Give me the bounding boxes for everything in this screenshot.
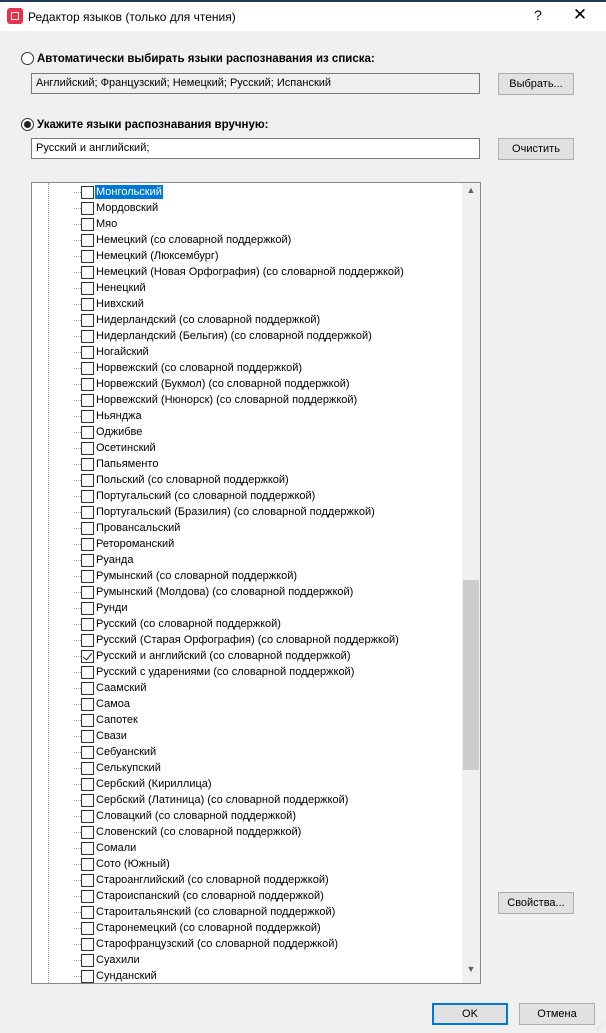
language-item[interactable]: [32, 248, 405, 264]
language-item[interactable]: [32, 440, 405, 456]
language-checkbox[interactable]: [81, 666, 94, 679]
language-item[interactable]: [32, 280, 405, 296]
tree-connector: [74, 784, 81, 785]
language-label: Мордовский: [96, 202, 159, 214]
tree-connector: [74, 832, 81, 833]
language-checkbox[interactable]: [81, 426, 94, 439]
language-label: Сото (Южный): [96, 858, 170, 870]
language-label: Ненецкий: [96, 282, 146, 294]
radio-icon: [21, 52, 34, 65]
language-label: Самоа: [96, 698, 130, 710]
cancel-button[interactable]: Отмена: [519, 1003, 595, 1025]
languages-tree[interactable]: [31, 182, 481, 984]
language-checkbox[interactable]: [81, 762, 94, 775]
tree-connector: [74, 576, 81, 577]
language-item[interactable]: [32, 936, 405, 952]
language-item[interactable]: [32, 616, 405, 632]
language-checkbox[interactable]: [81, 602, 94, 615]
language-checkbox[interactable]: [81, 458, 94, 471]
scrollbar-thumb[interactable]: [463, 580, 479, 770]
language-label: Саамский: [96, 682, 147, 694]
language-label: Староитальянский (со словарной поддержкой): [96, 906, 336, 918]
tree-connector: [74, 736, 81, 737]
language-item[interactable]: [32, 488, 405, 504]
language-label: Словацкий (со словарной поддержкой): [96, 810, 296, 822]
language-item[interactable]: [32, 328, 405, 344]
tree-connector: [74, 864, 81, 865]
language-item[interactable]: [32, 504, 405, 520]
language-item[interactable]: [32, 968, 405, 984]
tree-connector: [74, 544, 81, 545]
clear-button[interactable]: Очистить: [498, 138, 574, 160]
language-checkbox[interactable]: [81, 970, 94, 983]
tree-connector: [74, 496, 81, 497]
auto-languages-label: Автоматически выбирать языки распознавания из списка:: [37, 52, 375, 65]
language-label: Осетинский: [96, 442, 156, 454]
tree-connector: [74, 688, 81, 689]
language-label: Провансальский: [96, 522, 181, 534]
tree-connector: [74, 624, 81, 625]
manual-languages-radio[interactable]: [21, 118, 269, 131]
tree-connector: [74, 320, 81, 321]
language-checkbox[interactable]: [81, 650, 94, 663]
language-checkbox[interactable]: [81, 746, 94, 759]
tree-connector: [74, 928, 81, 929]
language-checkbox[interactable]: [81, 218, 94, 231]
tree-connector: [74, 896, 81, 897]
language-label: Староанглийский (со словарной поддержкой): [96, 874, 329, 886]
language-checkbox[interactable]: [81, 682, 94, 695]
title-bar: [0, 2, 606, 31]
language-item[interactable]: [32, 216, 405, 232]
language-item[interactable]: [32, 536, 405, 552]
tree-connector: [74, 400, 81, 401]
language-item[interactable]: [32, 232, 405, 248]
tree-connector: [74, 704, 81, 705]
language-label: Португальский (со словарной поддержкой): [96, 490, 316, 502]
language-item[interactable]: [32, 760, 405, 776]
language-item[interactable]: [32, 776, 405, 792]
window-title: Редактор языков (только для чтения): [28, 10, 236, 24]
language-item[interactable]: [32, 728, 405, 744]
tree-connector: [74, 528, 81, 529]
language-item[interactable]: [32, 920, 405, 936]
language-checkbox[interactable]: [81, 922, 94, 935]
language-item[interactable]: [32, 680, 405, 696]
tree-connector: [74, 800, 81, 801]
tree-connector: [74, 848, 81, 849]
tree-connector: [74, 224, 81, 225]
tree-connector: [74, 448, 81, 449]
language-checkbox[interactable]: [81, 314, 94, 327]
language-item[interactable]: [32, 600, 405, 616]
language-checkbox[interactable]: [81, 858, 94, 871]
language-label: Немецкий (Люксембург): [96, 250, 219, 262]
language-checkbox[interactable]: [81, 954, 94, 967]
language-checkbox[interactable]: [81, 202, 94, 215]
language-label: Русский с ударениями (со словарной поддержкой): [96, 666, 355, 678]
language-item[interactable]: [32, 344, 405, 360]
language-item[interactable]: [32, 856, 405, 872]
language-checkbox[interactable]: [81, 570, 94, 583]
language-item[interactable]: [32, 472, 405, 488]
tree-connector: [74, 464, 81, 465]
language-list: [32, 184, 405, 984]
language-item[interactable]: [32, 664, 405, 680]
language-checkbox[interactable]: [81, 794, 94, 807]
language-label: Немецкий (Новая Орфография) (со словарной поддержкой): [96, 266, 404, 278]
language-label: Норвежский (Букмол) (со словарной поддержкой): [96, 378, 350, 390]
language-item[interactable]: [32, 904, 405, 920]
tree-connector: [74, 720, 81, 721]
language-label: Ретороманский: [96, 538, 175, 550]
language-checkbox[interactable]: [81, 698, 94, 711]
language-checkbox[interactable]: [81, 730, 94, 743]
language-label: Сапотек: [96, 714, 138, 726]
language-checkbox[interactable]: [81, 586, 94, 599]
language-label: Суахили: [96, 954, 140, 966]
ok-button[interactable]: OK: [432, 1003, 508, 1025]
properties-button[interactable]: Свойства...: [498, 892, 574, 914]
language-item[interactable]: [32, 824, 405, 840]
language-item[interactable]: [32, 552, 405, 568]
language-checkbox[interactable]: [81, 906, 94, 919]
language-checkbox[interactable]: [81, 506, 94, 519]
close-button[interactable]: ✕: [572, 5, 588, 24]
auto-languages-field: Английский; Французский; Немецкий; Русский; Испанский: [31, 73, 480, 94]
language-item[interactable]: [32, 424, 405, 440]
language-item[interactable]: [32, 872, 405, 888]
tree-connector: [74, 480, 81, 481]
language-item[interactable]: [32, 264, 405, 280]
language-checkbox[interactable]: [81, 634, 94, 647]
language-label: Русский (со словарной поддержкой): [96, 618, 281, 630]
tree-connector: [74, 560, 81, 561]
language-checkbox[interactable]: [81, 378, 94, 391]
language-checkbox[interactable]: [81, 362, 94, 375]
tree-connector: [74, 416, 81, 417]
language-checkbox[interactable]: [81, 282, 94, 295]
language-label: Ньянджа: [96, 410, 142, 422]
manual-languages-label: Укажите языки распознавания вручную:: [37, 118, 269, 131]
language-item[interactable]: [32, 584, 405, 600]
tree-connector: [74, 272, 81, 273]
tree-connector: [74, 880, 81, 881]
language-label: Староиспанский (со словарной поддержкой): [96, 890, 324, 902]
language-checkbox[interactable]: [81, 186, 94, 199]
language-label: Польский (со словарной поддержкой): [96, 474, 289, 486]
language-checkbox[interactable]: [81, 442, 94, 455]
tree-connector: [74, 432, 81, 433]
tree-connector: [74, 512, 81, 513]
scroll-up-icon[interactable]: ▲: [466, 185, 476, 195]
language-label: Ногайский: [96, 346, 149, 358]
language-item[interactable]: [32, 200, 405, 216]
manual-languages-input[interactable]: Русский и английский;: [31, 138, 480, 159]
language-item[interactable]: [32, 520, 405, 536]
tree-connector: [74, 976, 81, 977]
language-item[interactable]: [32, 456, 405, 472]
language-checkbox[interactable]: [81, 826, 94, 839]
language-checkbox[interactable]: [81, 522, 94, 535]
tree-connector: [74, 208, 81, 209]
language-label: Монгольский: [96, 186, 162, 198]
tree-connector: [74, 768, 81, 769]
language-label: Сербский (Кириллица): [96, 778, 212, 790]
tree-connector: [74, 240, 81, 241]
language-label: Старонемецкий (со словарной поддержкой): [96, 922, 321, 934]
language-item[interactable]: [32, 360, 405, 376]
language-item[interactable]: [32, 568, 405, 584]
tree-connector: [74, 304, 81, 305]
language-checkbox[interactable]: [81, 234, 94, 247]
language-checkbox[interactable]: [81, 874, 94, 887]
language-label: Оджибве: [96, 426, 143, 438]
language-checkbox[interactable]: [81, 938, 94, 951]
language-checkbox[interactable]: [81, 266, 94, 279]
tree-connector: [74, 816, 81, 817]
language-label: Португальский (Бразилия) (со словарной поддержкой): [96, 506, 375, 518]
language-label: Нидерландский (со словарной поддержкой): [96, 314, 321, 326]
language-item[interactable]: [32, 888, 405, 904]
language-label: Свази: [96, 730, 127, 742]
tree-connector: [74, 960, 81, 961]
language-checkbox[interactable]: [81, 778, 94, 791]
language-label: Старофранцузский (со словарной поддержкой): [96, 938, 339, 950]
vertical-scrollbar[interactable]: [462, 183, 480, 983]
tree-connector: [74, 752, 81, 753]
tree-connector: [74, 368, 81, 369]
language-label: Селькупский: [96, 762, 161, 774]
tree-connector: [74, 336, 81, 337]
auto-languages-radio[interactable]: [21, 52, 375, 65]
language-label: Сомали: [96, 842, 137, 854]
help-button[interactable]: ?: [534, 7, 542, 23]
tree-connector: [74, 672, 81, 673]
language-label: Русский и английский (со словарной поддержкой): [96, 650, 351, 662]
tree-connector: [74, 592, 81, 593]
tree-connector: [74, 608, 81, 609]
language-checkbox[interactable]: [81, 490, 94, 503]
tree-connector: [74, 352, 81, 353]
language-item[interactable]: [32, 808, 405, 824]
language-checkbox[interactable]: [81, 410, 94, 423]
language-item[interactable]: [32, 376, 405, 392]
language-item[interactable]: [32, 312, 405, 328]
language-checkbox[interactable]: [81, 474, 94, 487]
language-checkbox[interactable]: [81, 890, 94, 903]
language-checkbox[interactable]: [81, 330, 94, 343]
language-item[interactable]: [32, 184, 405, 200]
language-item[interactable]: [32, 648, 405, 664]
language-label: Руанда: [96, 554, 134, 566]
language-label: Немецкий (со словарной поддержкой): [96, 234, 292, 246]
language-item[interactable]: [32, 712, 405, 728]
language-checkbox[interactable]: [81, 714, 94, 727]
language-label: Сербский (Латиница) (со словарной поддержкой): [96, 794, 349, 806]
tree-connector: [74, 192, 81, 193]
language-label: Русский (Старая Орфография) (со словарной поддержкой): [96, 634, 399, 646]
language-checkbox[interactable]: [81, 810, 94, 823]
language-label: Норвежский (Нюнорск) (со словарной поддержкой): [96, 394, 358, 406]
language-item[interactable]: [32, 696, 405, 712]
language-label: Рунди: [96, 602, 128, 614]
language-checkbox[interactable]: [81, 842, 94, 855]
tree-connector: [74, 384, 81, 385]
language-checkbox[interactable]: [81, 618, 94, 631]
tree-connector: [74, 912, 81, 913]
language-item[interactable]: [32, 392, 405, 408]
language-item[interactable]: [32, 408, 405, 424]
tree-connector: [74, 944, 81, 945]
language-label: Норвежский (со словарной поддержкой): [96, 362, 303, 374]
language-checkbox[interactable]: [81, 250, 94, 263]
language-checkbox[interactable]: [81, 538, 94, 551]
choose-button[interactable]: Выбрать...: [498, 73, 574, 95]
language-item[interactable]: [32, 296, 405, 312]
language-checkbox[interactable]: [81, 346, 94, 359]
language-checkbox[interactable]: [81, 394, 94, 407]
language-item[interactable]: [32, 792, 405, 808]
tree-connector: [74, 640, 81, 641]
language-label: Румынский (Молдова) (со словарной поддержкой): [96, 586, 354, 598]
radio-selected-icon: [21, 118, 34, 131]
language-label: Сунданский: [96, 970, 157, 982]
scroll-down-icon[interactable]: ▼: [466, 964, 476, 974]
language-label: Мяо: [96, 218, 118, 230]
language-checkbox[interactable]: [81, 298, 94, 311]
language-label: Нивхский: [96, 298, 144, 310]
language-label: Словенский (со словарной поддержкой): [96, 826, 302, 838]
language-checkbox[interactable]: [81, 554, 94, 567]
resize-grip-icon[interactable]: ⋰: [596, 1022, 604, 1031]
tree-connector: [74, 288, 81, 289]
language-item[interactable]: [32, 744, 405, 760]
language-item[interactable]: [32, 840, 405, 856]
language-label: Папьяменто: [96, 458, 159, 470]
tree-connector: [74, 256, 81, 257]
tree-connector: [74, 656, 81, 657]
language-label: Румынский (со словарной поддержкой): [96, 570, 298, 582]
language-item[interactable]: [32, 952, 405, 968]
language-label: Нидерландский (Бельгия) (со словарной поддержкой): [96, 330, 372, 342]
app-icon: [7, 8, 23, 24]
language-item[interactable]: [32, 632, 405, 648]
language-label: Себуанский: [96, 746, 157, 758]
